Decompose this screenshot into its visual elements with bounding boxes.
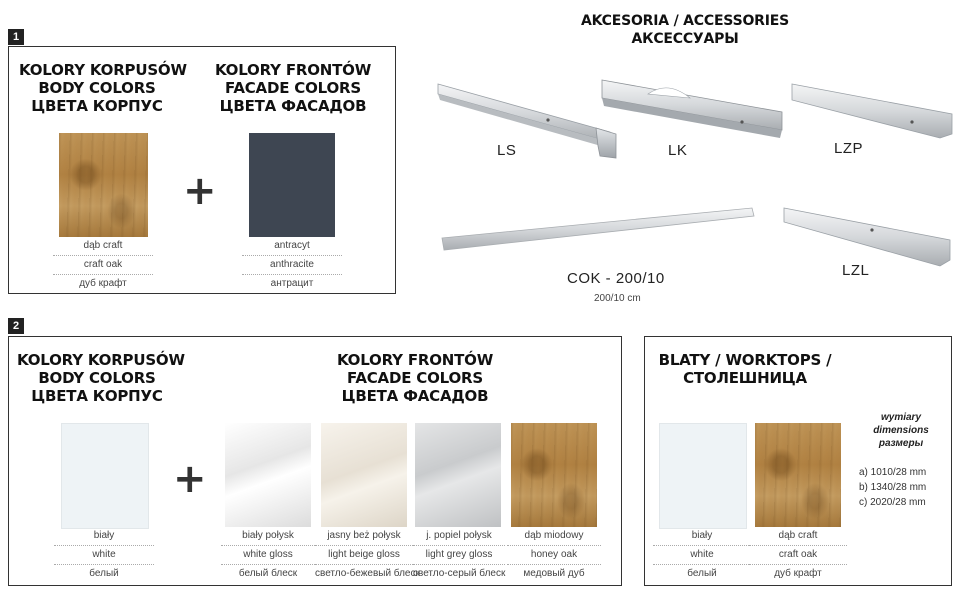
dimensions-title-en: dimensions — [873, 425, 929, 436]
plus-sign: + — [173, 456, 207, 502]
label-en: anthracite — [242, 256, 342, 275]
caption-worktop-craft-oak — [749, 527, 847, 583]
dimensions-title-pl: wymiary — [880, 412, 922, 423]
label-ru: светло-бежевый блеск — [315, 568, 420, 579]
dimension-b: b) 1340/28 mm — [859, 482, 927, 493]
label-pl: biały połysk — [221, 527, 315, 546]
label-en: white — [653, 546, 751, 565]
worktops-panel — [644, 336, 952, 586]
heading-line-ru: ЦВЕТА КОРПУС — [31, 387, 163, 405]
heading-line-en: FACADE COLORS — [225, 79, 361, 97]
caption-white-gloss — [221, 527, 315, 583]
heading-line-en: FACADE COLORS — [347, 369, 483, 387]
accessories-title-line-2: АКСЕССУАРЫ — [631, 31, 739, 47]
section-2-number: 2 — [8, 318, 24, 334]
label-en: honey oak — [507, 546, 601, 565]
accessory-lk-profile — [602, 80, 782, 138]
section-2-body-colors-heading — [17, 351, 185, 405]
worktop-swatch-craft-oak — [755, 423, 841, 527]
caption-worktop-white — [653, 527, 751, 583]
label-ru: белый блеск — [238, 568, 298, 579]
swatch-white — [61, 423, 149, 529]
label-ru: белый — [687, 568, 717, 579]
caption-light-grey-gloss — [413, 527, 505, 583]
label-ru: медовый дуб — [523, 568, 585, 579]
label-en: light grey gloss — [413, 546, 505, 565]
section-1-number: 1 — [8, 29, 24, 45]
caption-honey-oak — [507, 527, 601, 583]
accessory-lzp-label: LZP — [834, 140, 864, 157]
heading-line-en: BODY COLORS — [38, 79, 156, 97]
label-pl: dąb miodowy — [507, 527, 601, 546]
dimensions-title — [853, 411, 949, 450]
label-en: craft oak — [749, 546, 847, 565]
heading-line-pl: KOLORY FRONTÓW — [336, 351, 494, 369]
dimensions-title-ru: размеры — [878, 438, 924, 449]
dimension-c: c) 2020/28 mm — [859, 497, 926, 508]
accessory-lzp-profile — [792, 84, 952, 138]
label-en: white — [54, 546, 154, 565]
label-ru: светло-серый блеск — [413, 568, 506, 579]
accessory-cok-dimension-note: 200/10 cm — [594, 293, 641, 304]
accessories-heading — [520, 12, 850, 48]
swatch-light-grey-gloss — [415, 423, 501, 527]
worktop-swatch-white — [659, 423, 747, 529]
label-en: craft oak — [53, 256, 153, 275]
label-en: white gloss — [221, 546, 315, 565]
dimension-a: a) 1010/28 mm — [859, 467, 927, 478]
accessory-lk-label: LK — [668, 142, 688, 159]
worktops-heading-line-2: СТОЛЕШНИЦА — [683, 369, 807, 387]
label-ru: дуб крафт — [774, 568, 822, 579]
label-pl: biały — [54, 527, 154, 546]
heading-line-pl: KOLORY FRONTÓW — [214, 61, 372, 79]
accessory-cok-label: COK - 200/10 — [567, 270, 665, 287]
label-ru: антрацит — [270, 278, 314, 289]
section-1-panel — [8, 46, 396, 294]
section-1-facade-colors-heading — [209, 61, 377, 115]
section-1-body-colors-heading — [19, 61, 187, 115]
accessory-ls-profile — [438, 84, 616, 158]
swatch-craft-oak — [59, 133, 148, 237]
accessory-lzl-profile — [784, 208, 950, 266]
dimensions-list — [859, 465, 926, 510]
swatch-white-gloss — [225, 423, 311, 527]
label-en: light beige gloss — [315, 546, 413, 565]
section-2-panel — [8, 336, 622, 586]
heading-line-ru: ЦВЕТА ФАСАДОВ — [219, 97, 367, 115]
accessories-title-line-1: AKCESORIA / ACCESSORIES — [581, 13, 789, 29]
accessory-lzl-label: LZL — [842, 262, 870, 279]
section-2-facade-colors-heading — [331, 351, 499, 405]
accessory-ls-label: LS — [497, 142, 517, 159]
caption-light-beige-gloss — [315, 527, 420, 583]
accessory-cok-plinth — [442, 208, 754, 250]
label-ru: белый — [89, 568, 119, 579]
heading-line-en: BODY COLORS — [38, 369, 156, 387]
swatch-anthracite — [249, 133, 335, 237]
heading-line-ru: ЦВЕТА ФАСАДОВ — [341, 387, 489, 405]
label-pl: jasny beż połysk — [315, 527, 413, 546]
worktops-heading — [657, 351, 833, 387]
swatch-light-beige-gloss — [321, 423, 407, 527]
accessories-drawings — [420, 60, 960, 300]
heading-line-ru: ЦВЕТА КОРПУС — [31, 97, 163, 115]
caption-craft-oak — [53, 237, 153, 293]
label-pl: antracyt — [242, 237, 342, 256]
label-pl: biały — [653, 527, 751, 546]
caption-white — [54, 527, 154, 583]
heading-line-pl: KOLORY KORPUSÓW — [17, 351, 185, 369]
worktops-heading-line-1: BLATY / WORKTOPS / — [658, 351, 832, 369]
plus-sign: + — [183, 168, 217, 214]
label-ru: дуб крафт — [79, 278, 127, 289]
swatch-honey-oak — [511, 423, 597, 527]
label-pl: dąb craft — [749, 527, 847, 546]
caption-anthracite — [242, 237, 342, 293]
label-pl: j. popiel połysk — [413, 527, 505, 546]
heading-line-pl: KOLORY KORPUSÓW — [19, 61, 187, 79]
label-pl: dąb craft — [53, 237, 153, 256]
